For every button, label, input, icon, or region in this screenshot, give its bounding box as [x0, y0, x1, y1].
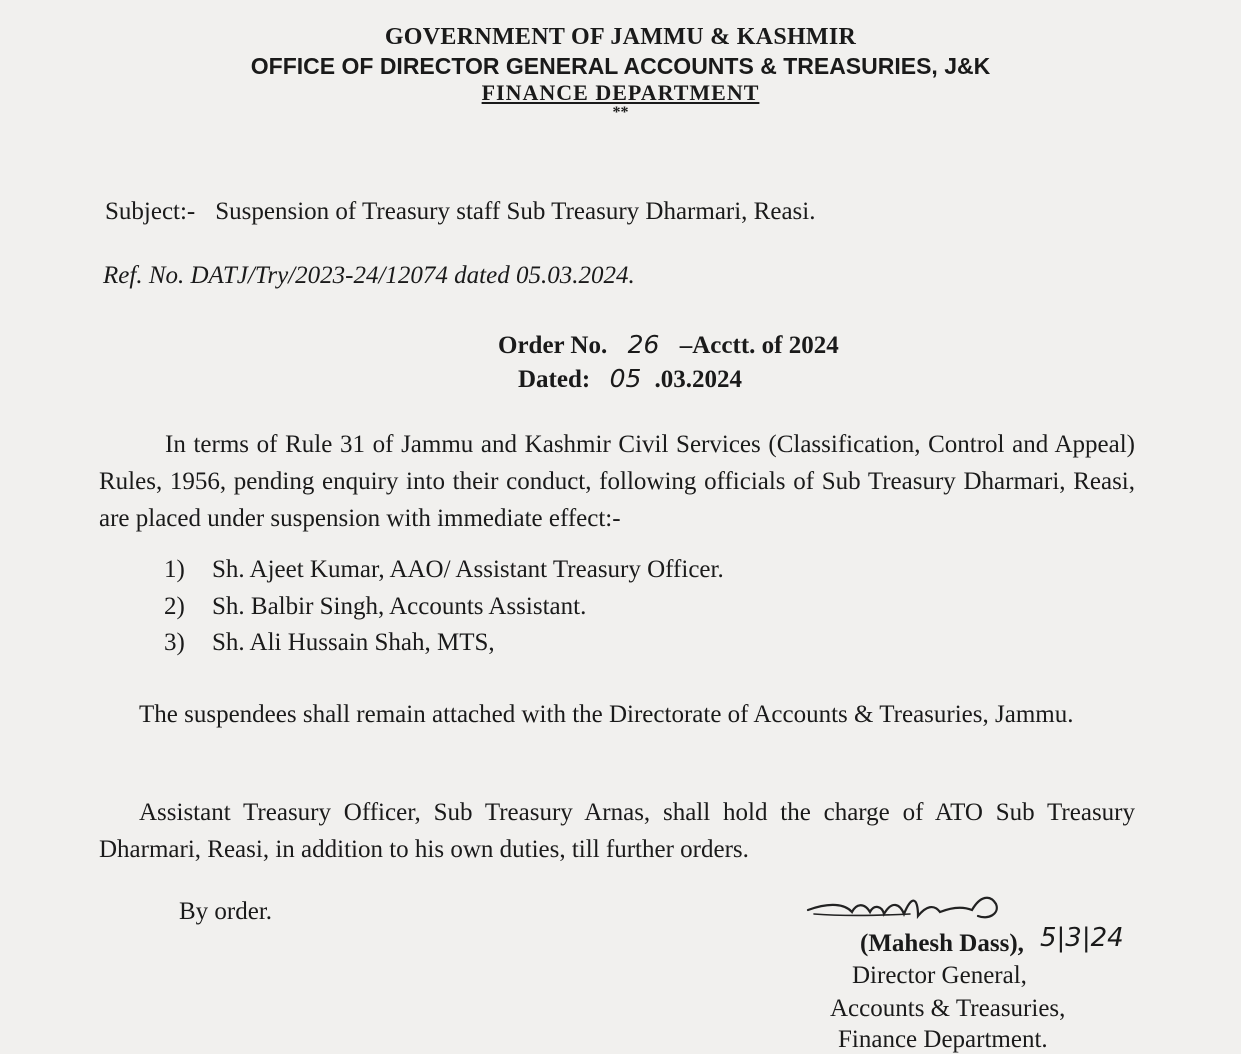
- list-item-text: Sh. Balbir Singh, Accounts Assistant.: [212, 593, 587, 620]
- signatory-designation: Director General,: [852, 962, 1027, 989]
- list-item: [164, 629, 495, 657]
- order-number-handwritten: 26: [627, 330, 660, 359]
- subject-text: Suspension of Treasury staff Sub Treasury Dharmari, Reasi.: [215, 198, 816, 225]
- by-order-text: By order.: [179, 898, 273, 925]
- signatory-department: Accounts & Treasuries,: [830, 995, 1066, 1022]
- attachment-paragraph: The suspendees shall remain attached with the Directorate of Accounts & Treasuries, Jammu.: [139, 701, 1074, 728]
- signatory-finance-department: Finance Department.: [838, 1026, 1048, 1053]
- reference-number: Ref. No. DATJ/Try/2023-24/12074 dated 05.03.2024.: [103, 262, 635, 289]
- intro-paragraph: In terms of Rule 31 of Jammu and Kashmir Civil Services (Classification, Control and Appeal) Rules, 1956, pending enquiry into their conduct, following officials of Sub Treasury Dharmari, Reasi, are placed under suspension with immediate effect:-: [99, 431, 1135, 532]
- order-suffix: –Acctt. of 2024: [679, 332, 839, 359]
- signature-date: 5|3|24: [1040, 923, 1124, 953]
- charge-paragraph: Assistant Treasury Officer, Sub Treasury Arnas, shall hold the charge of ATO Sub Treasury Dharmari, Reasi, in addition to his own duties, till further orders.: [99, 799, 1135, 863]
- list-item-number: 1): [164, 556, 185, 583]
- order-date-line: [518, 364, 742, 394]
- list-item-number: 2): [164, 593, 185, 620]
- subject-label: Subject:-: [105, 198, 196, 225]
- dated-label: Dated:: [518, 366, 591, 393]
- list-item-text: Sh. Ali Hussain Shah, MTS,: [212, 629, 495, 656]
- header-department: FINANCE DEPARTMENT: [481, 80, 760, 105]
- header-office: OFFICE OF DIRECTOR GENERAL ACCOUNTS & TREASURIES, J&K: [250, 53, 991, 79]
- list-item-text: Sh. Ajeet Kumar, AAO/ Assistant Treasury Officer.: [212, 556, 724, 583]
- order-prefix: Order No.: [498, 332, 608, 359]
- list-item-number: 3): [164, 629, 185, 656]
- header-separator: **: [612, 104, 629, 121]
- subject-line: [105, 198, 815, 226]
- list-item: [164, 593, 586, 621]
- header-government: GOVERNMENT OF JAMMU & KASHMIR: [384, 24, 857, 50]
- signatory-name: (Mahesh Dass),: [860, 930, 1024, 957]
- dated-day-handwritten: 05: [609, 364, 642, 393]
- dated-rest: .03.2024: [654, 366, 742, 393]
- list-item: [164, 556, 724, 584]
- order-number-line: [498, 330, 839, 360]
